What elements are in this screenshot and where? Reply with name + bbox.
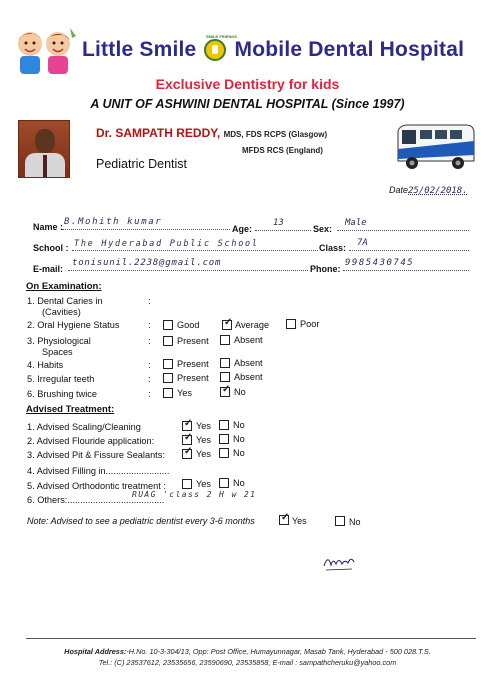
mobile-bus-icon	[394, 121, 476, 173]
hygiene-poor-checkbox[interactable]	[286, 319, 296, 329]
sealants-no-label: No	[233, 448, 245, 458]
examination-heading: On Examination:	[26, 281, 102, 292]
tooth-badge-icon	[204, 39, 226, 61]
doctor-degrees-2: MFDS RCS (England)	[242, 146, 323, 155]
treatment-scaling-label: 1. Advised Scaling/Cleaning	[27, 422, 141, 432]
colon: :	[148, 389, 151, 400]
spaces-present-label: Present	[177, 336, 209, 346]
address-text: -H.No. 10-3-304/13, Opp: Post Office, Humayunnagar, Masab Tank, Hyderabad - 500 028.T.S.	[126, 647, 431, 656]
hospital-address	[0, 647, 495, 656]
exam-item-irregular-label: 5. Irregular teeth	[27, 374, 95, 384]
spaces-absent-checkbox[interactable]	[220, 335, 230, 345]
scaling-no-label: No	[233, 420, 245, 430]
sealants-no-checkbox[interactable]	[219, 448, 229, 458]
age-field[interactable]	[255, 220, 311, 231]
signature-text	[322, 552, 325, 553]
phone-field[interactable]	[343, 260, 469, 271]
flouride-yes-label: Yes	[196, 435, 211, 445]
hygiene-good-checkbox[interactable]	[163, 320, 173, 330]
treatment-others-label: 6. Others:......................................	[27, 495, 165, 505]
doctor-role: Pediatric Dentist	[96, 157, 188, 171]
logo-caption: SMILE FRIENDS	[206, 34, 237, 39]
check-mark-icon: ✓	[184, 432, 193, 443]
check-mark-icon: ✓	[184, 446, 193, 457]
class-field[interactable]	[349, 240, 469, 251]
date-field	[389, 185, 468, 196]
email-field[interactable]	[68, 260, 308, 271]
treatment-filling-label: 4. Advised Filling in.........................	[27, 466, 170, 476]
sex-field[interactable]	[337, 220, 469, 231]
hygiene-average-label: Average	[235, 320, 270, 330]
phone-label: Phone:	[310, 264, 341, 274]
date-value[interactable]: 25/02/2018.	[408, 186, 468, 196]
brushing-no-checkbox[interactable]	[220, 384, 231, 397]
sex-value: Male	[345, 218, 367, 228]
doctor-degrees-1: MDS, FDS RCPS (Glasgow)	[223, 130, 328, 139]
subtitle: Exclusive Dentistry for kids	[155, 76, 340, 92]
colon: :	[148, 336, 151, 347]
note-no-checkbox[interactable]	[335, 516, 345, 526]
signature-icon	[322, 552, 356, 574]
treatment-sealants-label: 3. Advised Pit & Fissure Sealants:	[27, 450, 165, 460]
hygiene-average-checkbox[interactable]	[222, 317, 233, 330]
followup-note: Note: Advised to see a pediatric dentist every 3-6 months	[27, 516, 255, 526]
flouride-no-checkbox[interactable]	[219, 434, 229, 444]
hospital-title	[82, 38, 464, 62]
check-mark-icon: ✓	[222, 384, 231, 395]
title-right: Mobile Dental Hospital	[234, 38, 465, 61]
email-label: E-mail:	[33, 264, 64, 274]
name-field[interactable]	[62, 219, 230, 230]
ortho-no-label: No	[233, 478, 245, 488]
sex-label: Sex:	[313, 224, 333, 234]
check-mark-icon: ✓	[224, 317, 233, 328]
name-value: B.Mohith kumar	[64, 217, 163, 227]
scaling-yes-label: Yes	[196, 421, 211, 431]
flouride-no-label: No	[233, 434, 245, 444]
hospital-contact: Tel.: (C) 23537612, 23535656, 23590690, 23535858, E-mail : sampathcheruku@yahoo.com	[98, 658, 397, 667]
title-left: Little Smile	[82, 38, 197, 61]
exam-item-brushing-label: 6. Brushing twice	[27, 389, 97, 399]
exam-item-habits-label: 4. Habits	[27, 360, 64, 370]
irregular-present-label: Present	[177, 373, 209, 383]
doctor-photo	[18, 120, 70, 178]
exam-item-caries-label2: (Cavities)	[42, 307, 81, 317]
school-value: The Hyderabad Public School	[74, 238, 259, 248]
note-yes-label: Yes	[292, 516, 307, 526]
school-label: School :	[33, 243, 69, 253]
ortho-yes-label: Yes	[196, 479, 211, 489]
treatment-flouride-label: 2. Advised Flouride application:	[27, 436, 155, 446]
class-label: Class:	[319, 243, 347, 253]
irregular-present-checkbox[interactable]	[163, 373, 173, 383]
footer-divider	[26, 638, 476, 639]
flouride-yes-checkbox[interactable]	[182, 432, 193, 445]
check-mark-icon: ✓	[184, 418, 193, 429]
colon: :	[148, 296, 151, 307]
habits-absent-checkbox[interactable]	[220, 358, 230, 368]
colon: :	[148, 374, 151, 385]
irregular-absent-checkbox[interactable]	[220, 372, 230, 382]
school-field[interactable]	[72, 240, 318, 251]
sealants-yes-label: Yes	[196, 449, 211, 459]
treatment-heading: Advised Treatment:	[26, 404, 115, 415]
exam-item-hygiene-label: 2. Oral Hygiene Status	[27, 320, 120, 330]
spaces-absent-label: Absent	[234, 335, 263, 345]
hygiene-good-label: Good	[177, 320, 200, 330]
brushing-yes-checkbox[interactable]	[163, 388, 173, 398]
date-label: Date	[389, 185, 409, 195]
phone-value: 9985430745	[345, 258, 415, 268]
name-label: Name :	[33, 222, 64, 232]
check-mark-icon: ✓	[281, 512, 290, 523]
colon: :	[148, 320, 151, 331]
note-no-label: No	[349, 517, 361, 527]
exam-item-spaces-label2: Spaces	[42, 347, 73, 357]
doctor-name	[96, 126, 327, 140]
exam-item-spaces-label: 3. Physiological	[27, 336, 91, 346]
others-value[interactable]: RUAG 'class 2 H w 21	[132, 490, 257, 499]
brushing-no-label: No	[234, 387, 246, 397]
habits-absent-label: Absent	[234, 358, 263, 368]
age-label: Age:	[232, 224, 252, 234]
habits-present-checkbox[interactable]	[163, 359, 173, 369]
sealants-yes-checkbox[interactable]	[182, 446, 193, 459]
age-value: 13	[273, 218, 284, 228]
exam-item-caries-label: 1. Dental Caries in	[27, 296, 103, 306]
note-yes-checkbox[interactable]	[279, 512, 290, 525]
doctor-name-text: Dr. SAMPATH REDDY,	[96, 126, 221, 140]
ortho-no-checkbox[interactable]	[219, 478, 229, 488]
irregular-absent-label: Absent	[234, 372, 263, 382]
habits-present-label: Present	[177, 359, 209, 369]
unit-line: A UNIT OF ASHWINI DENTAL HOSPITAL (Since 1997)	[90, 97, 405, 111]
brushing-yes-label: Yes	[177, 388, 192, 398]
kids-logo-icon	[10, 26, 80, 76]
treatment-ortho-label: 5. Advised Orthodontic treatment :	[27, 481, 166, 491]
signature	[322, 552, 356, 574]
colon: :	[148, 360, 151, 371]
ortho-yes-checkbox[interactable]	[182, 479, 192, 489]
email-value: tonisunil.2238@gmail.com	[72, 258, 222, 268]
class-value: 7A	[357, 238, 368, 248]
scaling-no-checkbox[interactable]	[219, 420, 229, 430]
spaces-present-checkbox[interactable]	[163, 336, 173, 346]
scaling-yes-checkbox[interactable]	[182, 418, 193, 431]
address-label: Hospital Address:	[64, 647, 127, 656]
hygiene-poor-label: Poor	[300, 319, 320, 329]
